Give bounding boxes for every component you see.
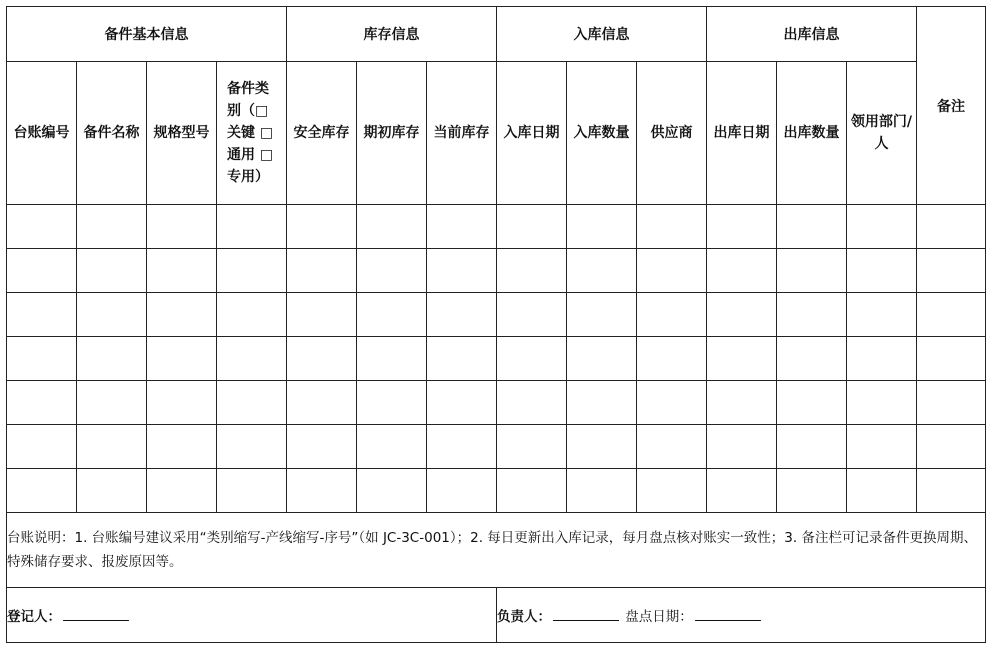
table-cell[interactable] xyxy=(427,425,497,469)
table-row xyxy=(7,249,986,293)
table-cell[interactable] xyxy=(497,425,567,469)
table-cell[interactable] xyxy=(917,249,986,293)
table-cell[interactable] xyxy=(357,249,427,293)
table-cell[interactable] xyxy=(427,469,497,513)
table-cell[interactable] xyxy=(357,425,427,469)
table-cell[interactable] xyxy=(567,205,637,249)
responsible-label: 负责人： xyxy=(497,609,551,625)
table-cell[interactable] xyxy=(567,249,637,293)
column-supplier: 供应商 xyxy=(637,62,707,205)
table-cell[interactable] xyxy=(777,249,847,293)
table-cell[interactable] xyxy=(357,293,427,337)
ledger-notes: 台账说明：1. 台账编号建议采用“类别缩写-产线缩写-序号”（如 JC-3C-001）；2. 每日更新出入库记录，每月盘点核对账实一致性；3. 备注栏可记录备件更换周期、特殊储存要求、报废原因等。 xyxy=(7,513,986,588)
table-cell[interactable] xyxy=(357,337,427,381)
group-inbound-info: 入库信息 xyxy=(497,7,707,62)
table-cell[interactable] xyxy=(847,381,917,425)
table-cell[interactable] xyxy=(147,293,217,337)
table-cell[interactable] xyxy=(147,337,217,381)
table-cell[interactable] xyxy=(847,469,917,513)
notes-row xyxy=(7,513,986,588)
table-cell[interactable] xyxy=(147,381,217,425)
table-cell[interactable] xyxy=(707,293,777,337)
spare-parts-ledger-table xyxy=(6,6,986,643)
group-stock-info: 库存信息 xyxy=(287,7,497,62)
column-opening-stock: 期初库存 xyxy=(357,62,427,205)
table-cell[interactable] xyxy=(77,381,147,425)
table-cell[interactable] xyxy=(847,425,917,469)
registrar-cell xyxy=(7,588,497,643)
table-cell[interactable] xyxy=(147,469,217,513)
table-cell[interactable] xyxy=(637,425,707,469)
column-header-row xyxy=(7,62,986,205)
table-cell[interactable] xyxy=(777,469,847,513)
table-row xyxy=(7,425,986,469)
table-cell[interactable] xyxy=(497,381,567,425)
table-cell[interactable] xyxy=(497,249,567,293)
ledger-body xyxy=(7,205,986,643)
table-cell[interactable] xyxy=(707,381,777,425)
table-row xyxy=(7,337,986,381)
column-inbound-date: 入库日期 xyxy=(497,62,567,205)
table-cell[interactable] xyxy=(7,425,77,469)
table-cell[interactable] xyxy=(637,205,707,249)
table-cell[interactable] xyxy=(287,205,357,249)
group-outbound-info: 出库信息 xyxy=(707,7,917,62)
table-cell[interactable] xyxy=(217,337,287,381)
table-cell[interactable] xyxy=(917,381,986,425)
table-cell[interactable] xyxy=(7,381,77,425)
table-cell[interactable] xyxy=(7,337,77,381)
table-cell[interactable] xyxy=(287,381,357,425)
column-outbound-date: 出库日期 xyxy=(707,62,777,205)
responsible-cell xyxy=(497,588,986,643)
group-header-row xyxy=(7,7,986,62)
table-cell[interactable] xyxy=(917,469,986,513)
table-cell[interactable] xyxy=(287,293,357,337)
table-cell[interactable] xyxy=(497,469,567,513)
table-cell[interactable] xyxy=(777,425,847,469)
table-cell[interactable] xyxy=(567,381,637,425)
table-cell[interactable] xyxy=(77,293,147,337)
table-cell[interactable] xyxy=(217,249,287,293)
table-cell[interactable] xyxy=(287,425,357,469)
table-row xyxy=(7,381,986,425)
table-cell[interactable] xyxy=(847,337,917,381)
table-cell[interactable] xyxy=(217,381,287,425)
table-cell[interactable] xyxy=(287,249,357,293)
table-cell[interactable] xyxy=(777,293,847,337)
table-cell[interactable] xyxy=(917,425,986,469)
table-cell[interactable] xyxy=(217,293,287,337)
column-remark: 备注 xyxy=(917,7,986,205)
table-cell[interactable] xyxy=(7,205,77,249)
table-cell[interactable] xyxy=(77,205,147,249)
table-cell[interactable] xyxy=(217,425,287,469)
column-outbound-quantity: 出库数量 xyxy=(777,62,847,205)
table-cell[interactable] xyxy=(637,293,707,337)
column-safety-stock: 安全库存 xyxy=(287,62,357,205)
column-inbound-quantity: 入库数量 xyxy=(567,62,637,205)
table-cell[interactable] xyxy=(847,249,917,293)
table-cell[interactable] xyxy=(147,249,217,293)
registrar-label: 登记人： xyxy=(7,609,61,625)
table-cell[interactable] xyxy=(637,249,707,293)
table-cell[interactable] xyxy=(707,469,777,513)
table-cell[interactable] xyxy=(77,249,147,293)
table-cell[interactable] xyxy=(217,469,287,513)
column-current-stock: 当前库存 xyxy=(427,62,497,205)
responsible-blank[interactable] xyxy=(553,607,619,621)
table-cell[interactable] xyxy=(777,337,847,381)
inventory-date-label: 盘点日期： xyxy=(625,609,693,625)
table-cell[interactable] xyxy=(357,205,427,249)
table-cell[interactable] xyxy=(567,469,637,513)
group-basic-info: 备件基本信息 xyxy=(7,7,287,62)
table-cell[interactable] xyxy=(77,469,147,513)
table-cell[interactable] xyxy=(497,293,567,337)
table-cell[interactable] xyxy=(147,425,217,469)
table-cell[interactable] xyxy=(777,205,847,249)
table-cell[interactable] xyxy=(847,293,917,337)
table-cell[interactable] xyxy=(917,293,986,337)
registrar-blank[interactable] xyxy=(63,607,129,621)
table-cell[interactable] xyxy=(357,469,427,513)
table-cell[interactable] xyxy=(427,249,497,293)
table-cell[interactable] xyxy=(637,381,707,425)
table-cell[interactable] xyxy=(707,205,777,249)
table-cell[interactable] xyxy=(847,205,917,249)
table-cell[interactable] xyxy=(287,337,357,381)
table-cell[interactable] xyxy=(707,249,777,293)
table-cell[interactable] xyxy=(777,381,847,425)
table-cell[interactable] xyxy=(217,205,287,249)
column-spec-model: 规格型号 xyxy=(147,62,217,205)
table-cell[interactable] xyxy=(7,293,77,337)
table-cell[interactable] xyxy=(707,425,777,469)
table-row xyxy=(7,205,986,249)
signature-row xyxy=(7,588,986,643)
table-row xyxy=(7,469,986,513)
table-cell[interactable] xyxy=(917,337,986,381)
table-cell[interactable] xyxy=(637,337,707,381)
table-cell[interactable] xyxy=(637,469,707,513)
table-cell[interactable] xyxy=(497,337,567,381)
column-ledger-number: 台账编号 xyxy=(7,62,77,205)
table-cell[interactable] xyxy=(77,425,147,469)
table-cell[interactable] xyxy=(427,337,497,381)
table-cell[interactable] xyxy=(147,205,217,249)
table-row xyxy=(7,293,986,337)
inventory-date-blank[interactable] xyxy=(695,607,761,621)
table-cell[interactable] xyxy=(567,337,637,381)
table-cell[interactable] xyxy=(567,293,637,337)
table-cell[interactable] xyxy=(7,469,77,513)
table-cell[interactable] xyxy=(497,205,567,249)
table-cell[interactable] xyxy=(357,381,427,425)
column-part-category: 备件类别（□关键 □通用 □专用） xyxy=(217,62,287,205)
column-part-name: 备件名称 xyxy=(77,62,147,205)
table-cell[interactable] xyxy=(427,293,497,337)
table-cell[interactable] xyxy=(567,425,637,469)
table-cell[interactable] xyxy=(287,469,357,513)
table-cell[interactable] xyxy=(707,337,777,381)
table-cell[interactable] xyxy=(917,205,986,249)
table-cell[interactable] xyxy=(77,337,147,381)
column-requisition-dept: 领用部门/人 xyxy=(847,62,917,205)
table-cell[interactable] xyxy=(427,205,497,249)
table-cell[interactable] xyxy=(427,381,497,425)
table-cell[interactable] xyxy=(7,249,77,293)
